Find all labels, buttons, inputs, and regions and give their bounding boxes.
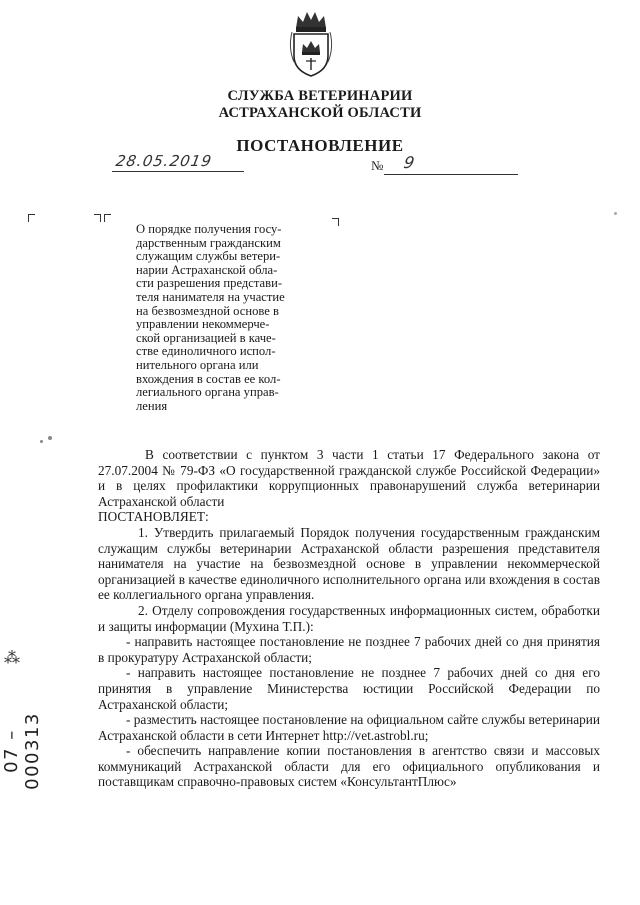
subject-line: нительного органа или [136, 357, 259, 372]
subject-line: на безвозмездной основе в [136, 303, 279, 318]
dash-item-3: - разместить настоящее постановление на официальном сайте службы ветеринарии Астраханской области в сети Интернет http://vet.astrobl.ru; [98, 712, 600, 743]
subject-line: О порядке получения госу- [136, 222, 282, 236]
resolve-heading: ПОСТАНОВЛЯЕТ: [98, 509, 209, 525]
scan-speck [40, 440, 43, 443]
subject-line: ления [136, 398, 168, 413]
number-label: № [371, 158, 384, 173]
subject-line: легиального органа управ- [136, 385, 279, 400]
dash-item-2: - направить настоящее постановление не позднее 7 рабочих дней со дня его принятия в управление Министерства юстиции Российской Федерации по Астраханской области; [98, 665, 600, 712]
subject-line: теля нанимателя на участие [136, 289, 285, 304]
document-subject [136, 223, 326, 413]
org-name-line1: СЛУЖБА ВЕТЕРИНАРИИ [227, 88, 413, 104]
subject-line: управлении некоммерче- [136, 317, 270, 332]
document-date: 28.05.2019 [114, 152, 214, 170]
subject-line: сти разрешения представи- [136, 276, 283, 291]
subject-line: служащим службы ветери- [136, 249, 281, 264]
subject-line: ской организацией в каче- [136, 330, 276, 345]
subject-line: дарственным гражданским [136, 235, 281, 250]
corner-mark-mid-right [94, 214, 101, 222]
margin-registration-number: 07 – 000313 [1, 712, 43, 790]
org-name-line2: АСТРАХАНСКОЙ ОБЛАСТИ [218, 105, 422, 121]
corner-mark-right [332, 218, 339, 226]
subject-line: нарии Астраханской обла- [136, 262, 278, 277]
number-underline [384, 174, 518, 175]
scan-speck [614, 212, 617, 215]
subject-line: стве единоличного испол- [136, 344, 276, 359]
corner-mark-mid-left [104, 214, 111, 222]
document-body [98, 447, 600, 790]
subject-line: вхождения в состав ее кол- [136, 371, 281, 386]
document-type-title: ПОСТАНОВЛЕНИЕ [236, 136, 404, 155]
margin-asterisk-mark: ⁂ [4, 650, 20, 667]
coat-of-arms-icon [286, 8, 336, 78]
dash-item-1: - направить настоящее постановление не позднее 7 рабочих дней со дня принятия в прокуратуру Астраханской области; [98, 634, 600, 665]
item-2-paragraph: 2. Отделу сопровождения государственных информационных систем, обработки и защиты информации (Мухина Т.П.): [98, 602, 600, 634]
dash-item-4: - обеспечить направление копии постановления в агентство связи и массовых коммуникаций Астраханской области для его официального опубликования и поставщикам справочно-правовых систем «КонсультантПлюс» [98, 743, 600, 790]
date-underline [112, 171, 244, 172]
document-number: 9 [402, 153, 416, 172]
corner-mark-left [28, 214, 35, 222]
intro-paragraph: В соответствии с пунктом 3 части 1 статьи 17 Федерального закона от 27.07.2004 № 79-ФЗ «О государственной гражданской службе Российской Федерации» и в целях профилактики коррупционных правонарушений служба ветеринарии Астраханской области [98, 447, 600, 509]
item-1-paragraph: 1. Утвердить прилагаемый Порядок получения государственным гражданским служащим службы ветеринарии Астраханской области разрешения представителя нанимателя на участие на безвозмездной основе в управлении некоммерческой организацией в качестве единоличного исполнительного органа или вхождения в состав ее коллегиального органа управления. [98, 524, 600, 603]
scan-speck [48, 436, 52, 440]
